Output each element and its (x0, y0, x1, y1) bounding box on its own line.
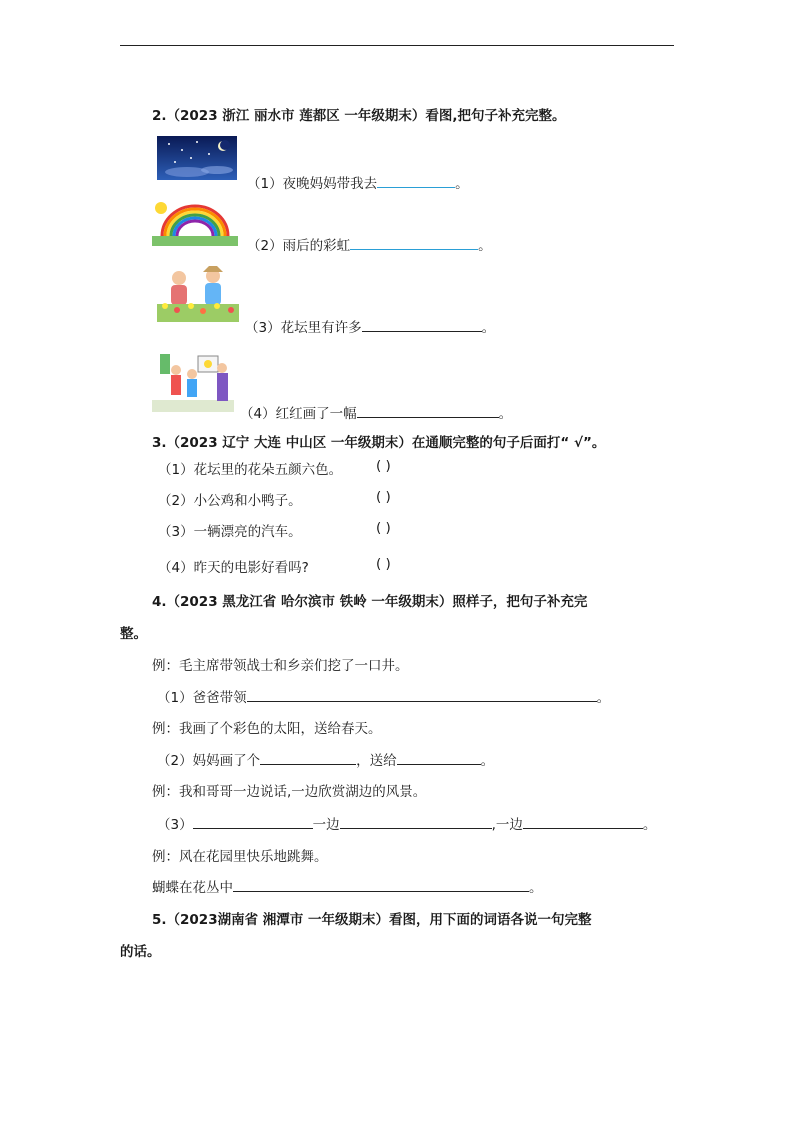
q4-example-1: 例：毛主席带领战士和乡亲们挖了一口井。 (152, 658, 409, 674)
rainbow-image (152, 196, 238, 246)
q2-item-4: （4）红红画了一幅 。 (240, 402, 512, 422)
flower-bed-image (155, 264, 241, 326)
q4-sentence-2: （2）妈妈画了个 ，送给 。 (157, 749, 494, 769)
q2-item-2: （2）雨后的彩虹 。 (247, 234, 492, 254)
q2-item-1: （1）夜晚妈妈带我去 。 (247, 172, 469, 192)
q4-sentence-1: （1）爸爸带领 。 (157, 686, 610, 706)
q3-item-1-text: （1）花坛里的花朵五颜六色。 (158, 462, 343, 478)
q4-heading-line1: 4.（2023 黑龙江省 哈尔滨市 铁岭 一年级期末）照样子，把句子补充完 (152, 594, 588, 610)
blank-q4-1[interactable] (247, 687, 597, 702)
night-sky-image (157, 136, 237, 180)
q3-item-4-bracket[interactable]: ( ) (376, 556, 391, 572)
blank-1[interactable] (377, 173, 455, 188)
blank-q4-3c[interactable] (523, 814, 643, 829)
drawing-image (152, 350, 234, 412)
header-rule (120, 45, 674, 46)
q4-example-2: 例：我画了个彩色的太阳，送给春天。 (152, 721, 382, 737)
q3-item-2-text: （2）小公鸡和小鸭子。 (158, 493, 302, 509)
blank-q4-2b[interactable] (397, 750, 481, 765)
q4-example-3: 例：我和哥哥一边说话,一边欣赏湖边的风景。 (152, 784, 427, 800)
blank-4[interactable] (357, 403, 499, 418)
q3-item-4-text: （4）昨天的电影好看吗? (158, 560, 309, 576)
q4-sentence-3: （3） 一边 ,一边 。 (157, 813, 656, 833)
q3-item-3-bracket[interactable]: ( ) (376, 520, 391, 536)
q4-sentence-4: 蝴蝶在花丛中 。 (152, 876, 543, 896)
q5-heading-line1: 5.（2023湖南省 湘潭市 一年级期末）看图，用下面的词语各说一句完整 (152, 912, 592, 928)
blank-q4-4[interactable] (233, 877, 529, 892)
q5-heading-line2: 的话。 (120, 944, 161, 960)
blank-3[interactable] (362, 317, 482, 332)
q2-item-3: （3）花坛里有许多 。 (245, 316, 495, 336)
q3-item-2-bracket[interactable]: ( ) (376, 489, 391, 505)
q4-example-4: 例：风在花园里快乐地跳舞。 (152, 849, 328, 865)
blank-q4-3b[interactable] (340, 814, 492, 829)
blank-2[interactable] (350, 235, 478, 250)
q4-heading-line2: 整。 (120, 626, 147, 642)
blank-q4-2a[interactable] (260, 750, 356, 765)
q3-heading: 3.（2023 辽宁 大连 中山区 一年级期末）在通顺完整的句子后面打“ √”。 (152, 435, 606, 451)
blank-q4-3a[interactable] (193, 814, 313, 829)
q3-item-1-bracket[interactable]: ( ) (376, 458, 391, 474)
q2-heading: 2.（2023 浙江 丽水市 莲都区 一年级期末）看图,把句子补充完整。 (152, 108, 566, 124)
q3-item-3-text: （3）一辆漂亮的汽车。 (158, 524, 302, 540)
